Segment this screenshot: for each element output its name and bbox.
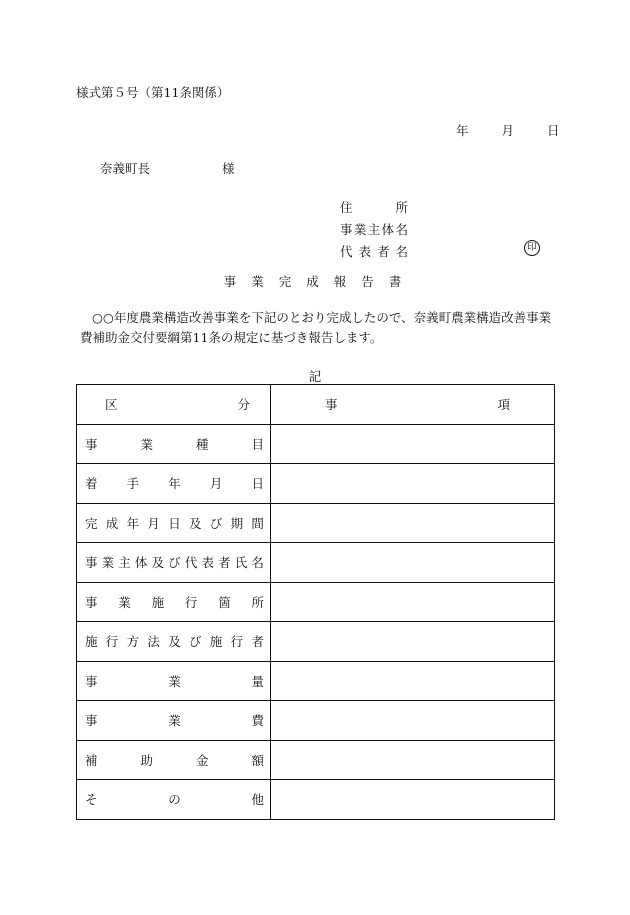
addressee-name: 奈義町長	[100, 161, 151, 176]
seal-mark: 印	[524, 240, 540, 256]
table-row	[77, 582, 555, 622]
table-row	[77, 740, 555, 780]
row-value-cell[interactable]	[271, 424, 555, 464]
table-row	[77, 661, 555, 701]
row-label: 事 業 費	[85, 713, 264, 729]
row-value-cell[interactable]	[271, 582, 555, 622]
row-label-cell	[77, 701, 271, 741]
applicant-address-label: 住 所	[340, 200, 408, 215]
form-number: 様式第５号（第11条関係）	[76, 85, 230, 100]
row-value-cell[interactable]	[271, 503, 555, 543]
body-paragraph: ○○年度農業構造改善事業を下記のとおり完成したので、奈義町農業構造改善事業費補助金交付要綱第11条の規定に基づき報告します。	[80, 310, 552, 345]
row-label: 着 手 年 月 日	[85, 476, 264, 492]
date-line	[456, 121, 560, 139]
applicant-block	[340, 196, 537, 262]
header-category-label: 区 分	[105, 397, 250, 413]
row-value-cell[interactable]	[271, 740, 555, 780]
header-category	[77, 385, 271, 425]
applicant-representative-row	[340, 240, 537, 262]
table-header-row	[77, 385, 555, 425]
row-value-cell[interactable]	[271, 543, 555, 583]
addressee	[100, 159, 235, 177]
table-row	[77, 701, 555, 741]
table-row	[77, 464, 555, 504]
applicant-entity-label: 事 業 主 体 名	[340, 222, 408, 237]
table-row	[77, 622, 555, 662]
row-label: 補 助 金 額	[85, 752, 264, 768]
row-value-cell[interactable]	[271, 780, 555, 820]
date-year: 年	[456, 123, 469, 138]
table-row	[77, 503, 555, 543]
table-row	[77, 543, 555, 583]
header-details-label: 事 項	[325, 397, 510, 413]
applicant-representative-label: 代 表 者 名	[340, 244, 408, 259]
row-value-cell[interactable]	[271, 701, 555, 741]
row-value-cell[interactable]	[271, 464, 555, 504]
table-row	[77, 780, 555, 820]
date-day: 日	[547, 123, 560, 138]
row-label-cell	[77, 464, 271, 504]
row-label: 完 成 年 月 日 及 び 期 間	[85, 515, 264, 531]
row-label-cell	[77, 543, 271, 583]
row-label: 事 業 主 体 及 び 代 表 者 氏 名	[85, 555, 264, 571]
row-label: 事 業 施 行 箇 所	[85, 594, 264, 610]
row-label: 事 業 量	[85, 673, 264, 689]
applicant-address-row	[340, 196, 530, 218]
row-label: そ の 他	[85, 792, 264, 808]
row-value-cell[interactable]	[271, 622, 555, 662]
row-label-cell	[77, 503, 271, 543]
row-value-cell[interactable]	[271, 661, 555, 701]
document-title: 事業完成報告書	[223, 274, 417, 289]
addressee-honorific: 様	[222, 161, 235, 176]
report-table	[76, 384, 555, 820]
date-month: 月	[501, 123, 515, 138]
row-label-cell	[77, 424, 271, 464]
row-label-cell	[77, 582, 271, 622]
ki-heading: 記	[308, 369, 322, 384]
applicant-entity-row	[340, 218, 530, 240]
row-label: 施 行 方 法 及 び 施 行 者	[85, 634, 264, 650]
row-label-cell	[77, 740, 271, 780]
table-row	[77, 424, 555, 464]
row-label-cell	[77, 622, 271, 662]
row-label-cell	[77, 780, 271, 820]
row-label: 事 業 種 目	[85, 436, 264, 452]
row-label-cell	[77, 661, 271, 701]
header-details	[271, 385, 555, 425]
